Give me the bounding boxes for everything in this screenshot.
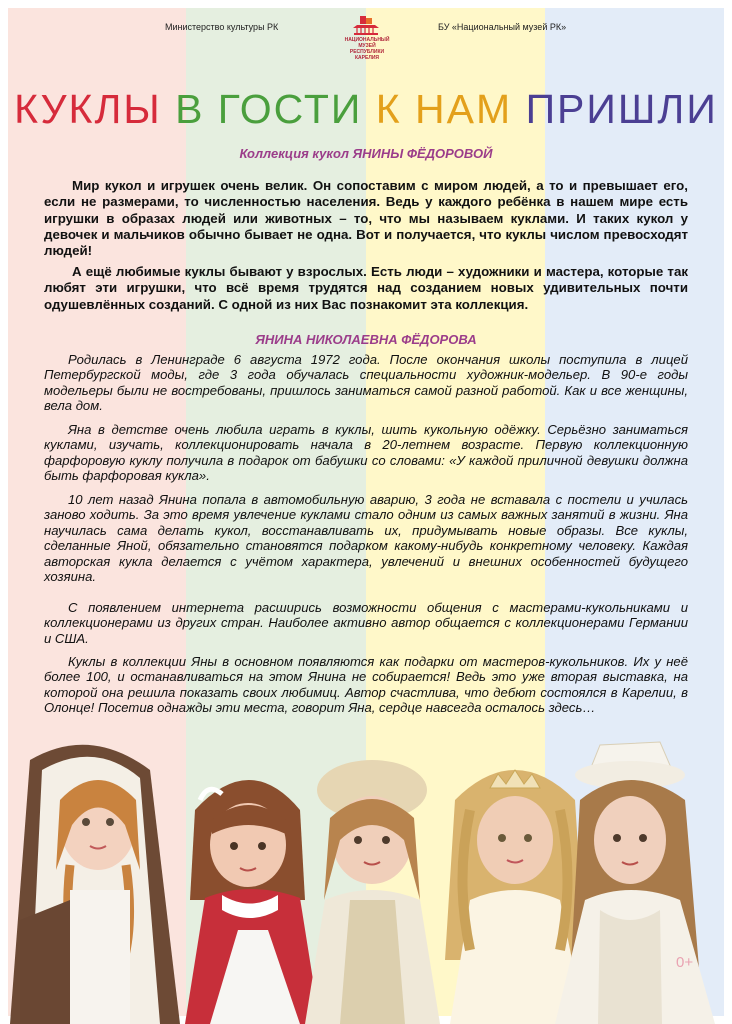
logo-text-2: МУЗЕЙ — [358, 43, 376, 49]
doll-blonde-princess — [445, 770, 585, 1024]
logo-text-4: КАРЕЛИЯ — [354, 55, 380, 61]
doll-beret-girl — [305, 760, 440, 1024]
age-rating: 0+ — [676, 954, 694, 971]
museum-label: БУ «Национальный музей РК» — [438, 22, 567, 32]
bio-paragraph-3: 10 лет назад Янина попала в автомобильную аварию, 3 года не вставала с постели и училась заново ходить. За это время увлечение куклами стало одним из самых важных занятий в жизни. Яна научилась сама делать кукол, восстанавливать их, придумывать новые образы. Все куклы, сделанные Яной, обязательно становятся подарком какому-нибудь конкретному человеку. Каждая авторская кукла делается с учётом характера, увлечений и внешних особенностей будущего хозяина. — [44, 492, 688, 585]
subtitle: Коллекция кукол ЯНИНЫ ФЁДОРОВОЙ — [239, 146, 493, 161]
title-word-2: В ГОСТИ — [175, 86, 363, 132]
doll-white-hat-lady — [555, 742, 715, 1024]
logo-text-1: НАЦИОНАЛЬНЫЙ — [344, 37, 390, 43]
doll-red-dress — [185, 780, 320, 1024]
title-word-3: К НАМ — [375, 86, 513, 132]
ministry-label: Министерство культуры РК — [165, 22, 279, 32]
dolls-photo — [0, 730, 732, 1024]
museum-logo-icon — [351, 16, 381, 36]
intro-paragraph-2: А ещё любимые куклы бывают у взрослых. Есть люди – художники и мастера, которые так любят эти игрушки, что всё время трудятся над созданием новых удивительных почти одушевлённых созданий. С одной из них Вас познакомит эта коллекция. — [44, 264, 688, 312]
title-word-4: ПРИШЛИ — [525, 86, 718, 132]
intro-paragraph-1: Мир кукол и игрушек очень велик. Он сопоставим с миром людей, а то и превышает его, если не размерами, то численностью населения. Ведь у каждого ребёнка в нашем мире есть игрушки в образах людей или животных – то, что мы называем куклами. И таких кукол у девочек и мальчиков обычно бывает не одна. Вот и получается, что куклы числом превосходят людей! — [44, 178, 688, 259]
bio-paragraph-5: Куклы в коллекции Яны в основном появляются как подарки от мастеров-кукольников. Их у неё более 100, и останавливаться на этом Янина не собирается! Ведь это уже вторая выставка, на которой она решила показать своих любимиц. Автор счастлива, что дебют состоялся в Карелии, в Олонце! Посетив однажды эти места, говорит Яна, сердце навсегда осталось здесь… — [44, 654, 688, 716]
bio-paragraph-1: Родилась в Ленинграде 6 августа 1972 года. После окончания школы поступила в лицей Петербургской моды, где 3 года обучалась специальности художник-модельер. В 90-е годы модельеры были не востребованы, пришлось заниматься самой разной работой. Как и все женщины, вела дом. — [44, 352, 688, 414]
museum-logo — [337, 16, 397, 70]
bio-paragraph-2: Яна в детстве очень любила играть в куклы, шить кукольную одёжку. Серьёзно заниматься куклами, изучать, коллекционировать начала в 20-летнем возрасте. Первую коллекционную фарфоровую куклу получила в подарок от бабушки со словами: «У каждой приличной девушки должна быть фарфоровая кукла». — [44, 422, 688, 484]
bio-paragraph-4: С появлением интернета расширись возможности общения с мастерами-кукольниками и коллекционерами из других стран. Наиболее активно автор общается с коллекционерами Германии и США. — [44, 600, 688, 646]
title-word-1: КУКЛЫ — [14, 86, 162, 132]
page-title — [0, 86, 732, 133]
author-heading: ЯНИНА НИКОЛАЕВНА ФЁДОРОВА — [255, 332, 477, 347]
logo-text-3: РЕСПУБЛИКИ — [349, 49, 385, 55]
doll-hooded-girl — [10, 745, 180, 1024]
